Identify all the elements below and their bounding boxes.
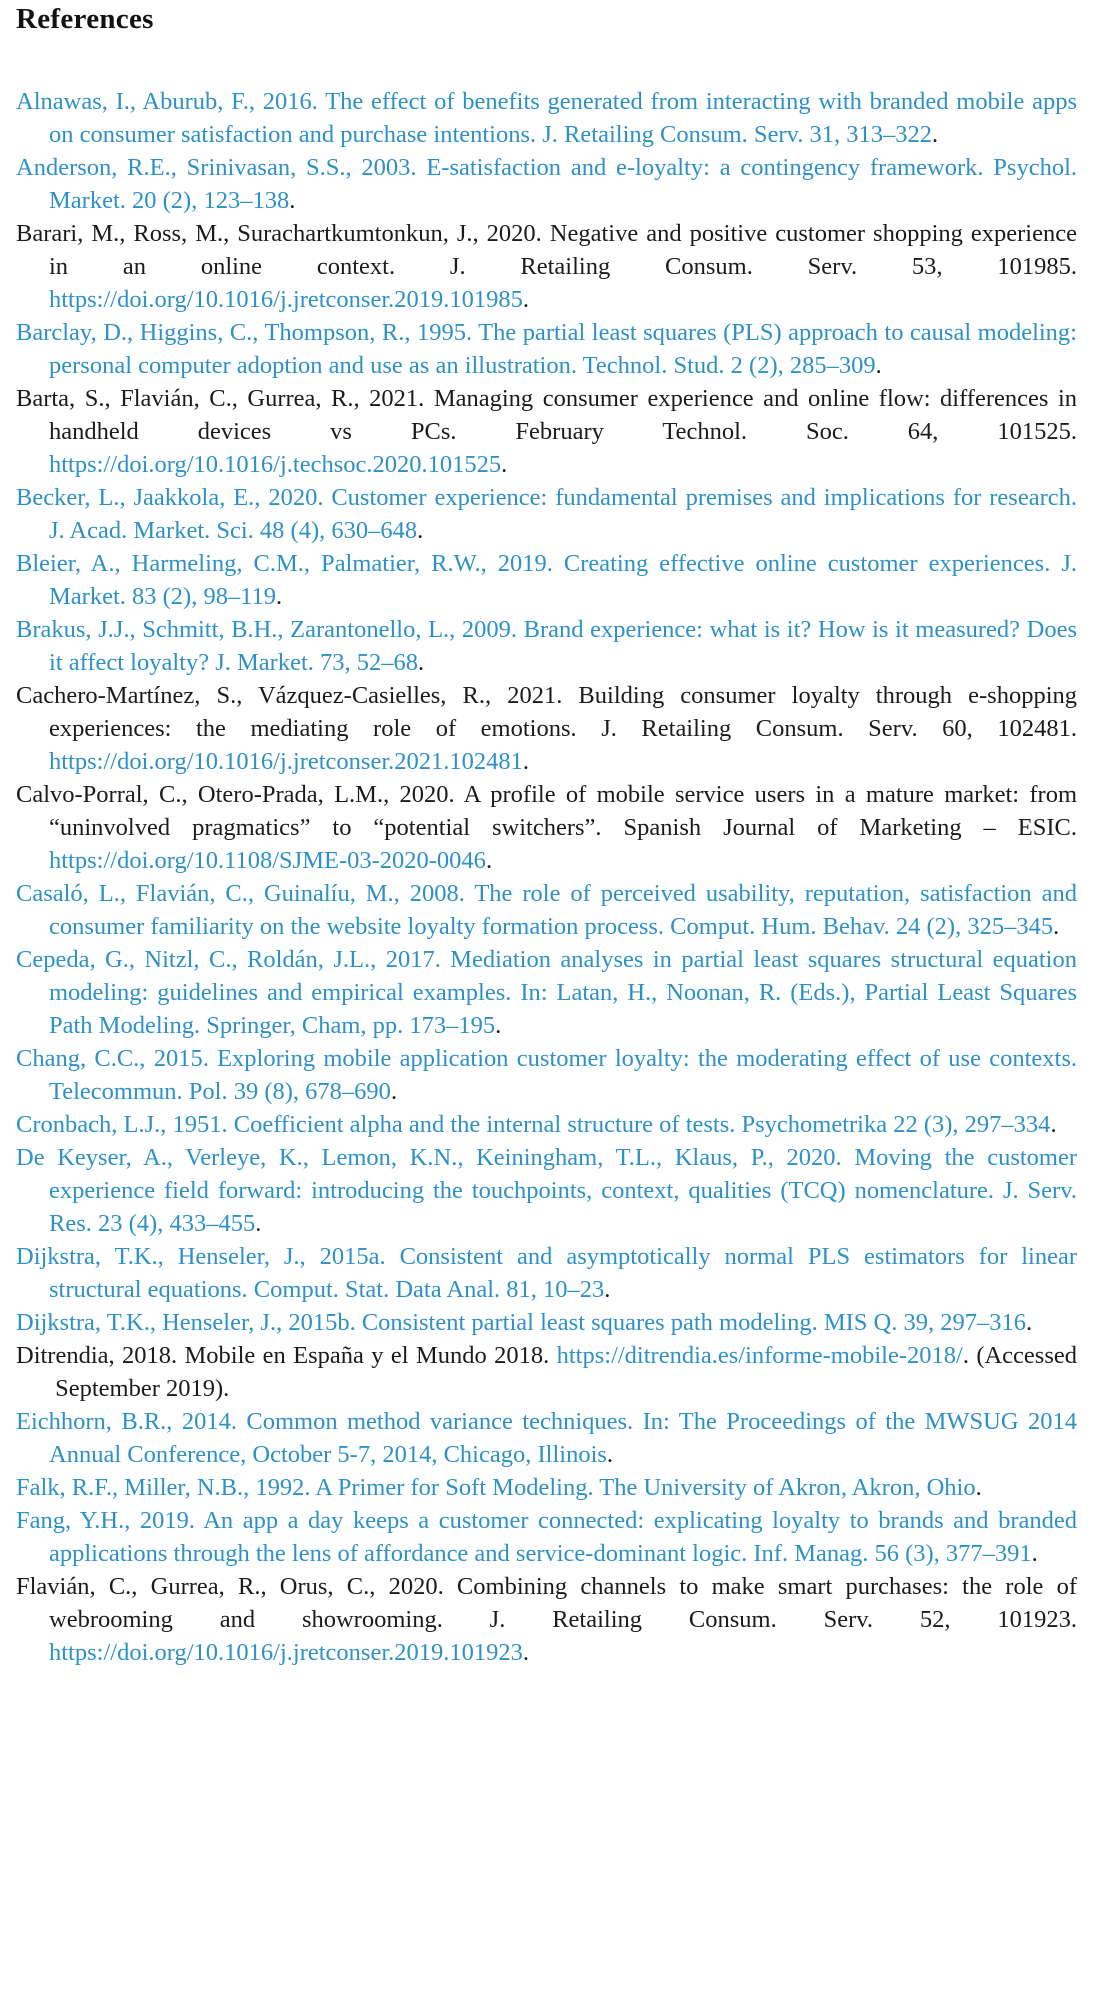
reference-citation-link[interactable]: Cepeda, G., Nitzl, C., Roldán, J.L., 2017. Mediation analyses in partial least squares structural equation modeling: guidelines and empirical examples. In: Latan, H., Noonan, R. (Eds.), Partial Least Squares Path Modeling. Springer, Cham, pp. 173–195 (16, 946, 1077, 1039)
reference-entry (16, 481, 1077, 547)
reference-entry (16, 943, 1077, 1042)
reference-citation-link[interactable]: Alnawas, I., Aburub, F., 2016. The effect of benefits generated from interacting with branded mobile apps on consumer satisfaction and purchase intentions. J. Retailing Consum. Serv. 31, 313–322 (16, 88, 1077, 148)
reference-text: . (485, 847, 493, 874)
reference-citation-link[interactable]: Chang, C.C., 2015. Exploring mobile application customer loyalty: the moderating effect of use contexts. Telecommun. Pol. 39 (8), 678–690 (16, 1045, 1077, 1105)
reference-url-link[interactable]: https://doi.org/10.1108/SJME-03-2020-0046 (49, 847, 486, 874)
reference-text: . (255, 1210, 262, 1237)
reference-citation-link[interactable]: Dijkstra, T.K., Henseler, J., 2015a. Consistent and asymptotically normal PLS estimators for linear structural equations. Comput. Stat. Data Anal. 81, 10–23 (16, 1243, 1077, 1303)
reference-text: Cachero-Martínez, S., Vázquez-Casielles, R., 2021. Building consumer loyalty through e-shopping experiences: the mediating role of emotions. J. Retailing Consum. Serv. 60, 102481. (16, 682, 1077, 742)
reference-citation-link[interactable]: De Keyser, A., Verleye, K., Lemon, K.N., Keiningham, T.L., Klaus, P., 2020. Moving the customer experience field forward: introducing the touchpoints, context, qualities (TCQ) nomenclature. J. Serv. Res. 23 (4), 433–455 (16, 1144, 1077, 1237)
reference-citation-link[interactable]: Fang, Y.H., 2019. An app a day keeps a customer connected: explicating loyalty to brands and branded applications through the lens of affordance and service-dominant logic. Inf. Manag. 56 (3), 377–391 (16, 1507, 1077, 1567)
reference-entry (16, 1141, 1077, 1240)
reference-text: . (Accessed September 2019). (49, 1342, 1077, 1402)
reference-text: . (1031, 1540, 1038, 1567)
reference-citation-link[interactable]: Eichhorn, B.R., 2014. Common method variance techniques. In: The Proceedings of the MWSUG 2014 Annual Conference, October 5-7, 2014, Chicago, Illinois (16, 1408, 1077, 1468)
reference-entry (16, 1042, 1077, 1108)
reference-entry (16, 1306, 1077, 1339)
reference-text: Flavián, C., Gurrea, R., Orus, C., 2020. Combining channels to make smart purchases: the role of webrooming and showrooming. J. Retailing Consum. Serv. 52, 101923. (16, 1573, 1077, 1633)
reference-url-link[interactable]: https://doi.org/10.1016/j.jretconser.2019.101985 (49, 286, 523, 313)
reference-text: . (289, 187, 296, 214)
reference-entry (16, 1471, 1077, 1504)
reference-citation-link[interactable]: Falk, R.F., Miller, N.B., 1992. A Primer for Soft Modeling. The University of Akron, Akron, Ohio (16, 1474, 976, 1501)
references-heading: References (16, 3, 154, 35)
reference-text: Calvo-Porral, C., Otero-Prada, L.M., 2020. A profile of mobile service users in a mature market: from “uninvolved pragmatics” to “potential switchers”. Spanish Journal of Marketing – ESIC. (16, 781, 1077, 841)
reference-url-link[interactable]: https://doi.org/10.1016/j.jretconser.2021.102481 (49, 748, 523, 775)
reference-text: . (522, 1639, 529, 1666)
reference-citation-link[interactable]: Brakus, J.J., Schmitt, B.H., Zarantonello, L., 2009. Brand experience: what is it? How is it measured? Does it affect loyalty? J. Market. 73, 52–68 (16, 616, 1077, 676)
reference-text: Barari, M., Ross, M., Surachartkumtonkun, J., 2020. Negative and positive customer shopping experience in an online context. J. Retailing Consum. Serv. 53, 101985. (16, 220, 1077, 280)
reference-citation-link[interactable]: Cronbach, L.J., 1951. Coefficient alpha and the internal structure of tests. Psychometrika 22 (3), 297–334 (16, 1111, 1051, 1138)
reference-text: . (522, 286, 529, 313)
reference-citation-link[interactable]: Bleier, A., Harmeling, C.M., Palmatier, R.W., 2019. Creating effective online customer experiences. J. Market. 83 (2), 98–119 (16, 550, 1077, 610)
reference-entry (16, 1240, 1077, 1306)
reference-text: . (495, 1012, 502, 1039)
reference-citation-link[interactable]: Dijkstra, T.K., Henseler, J., 2015b. Consistent partial least squares path modeling. MIS Q. 39, 297–316 (16, 1309, 1026, 1336)
reference-entry (16, 316, 1077, 382)
reference-entry (16, 547, 1077, 613)
reference-url-link[interactable]: https://ditrendia.es/informe-mobile-2018/ (556, 1342, 963, 1369)
reference-entry (16, 382, 1077, 481)
reference-text: . (1050, 1111, 1057, 1138)
reference-text: Barta, S., Flavián, C., Gurrea, R., 2021. Managing consumer experience and online flow: differences in handheld devices vs PCs. February Technol. Soc. 64, 101525. (16, 385, 1077, 445)
reference-citation-link[interactable]: Barclay, D., Higgins, C., Thompson, R., 1995. The partial least squares (PLS) approach to causal modeling: personal computer adoption and use as an illustration. Technol. Stud. 2 (2), 285–309 (16, 319, 1077, 379)
reference-text: . (276, 583, 283, 610)
reference-text: . (390, 1078, 398, 1105)
reference-list (16, 85, 1077, 1669)
reference-entry (16, 1108, 1077, 1141)
reference-entry (16, 217, 1077, 316)
reference-entry (16, 613, 1077, 679)
reference-text: . (1025, 1309, 1033, 1336)
reference-entry (16, 1405, 1077, 1471)
reference-url-link[interactable]: https://doi.org/10.1016/j.jretconser.2019.101923 (49, 1639, 523, 1666)
reference-text: . (522, 748, 529, 775)
reference-text: . (604, 1276, 611, 1303)
reference-citation-link[interactable]: Becker, L., Jaakkola, E., 2020. Customer experience: fundamental premises and implications for research. J. Acad. Market. Sci. 48 (4), 630–648 (16, 484, 1077, 544)
reference-entry (16, 877, 1077, 943)
reference-entry (16, 1504, 1077, 1570)
reference-text: . (1053, 913, 1060, 940)
reference-citation-link[interactable]: Anderson, R.E., Srinivasan, S.S., 2003. E-satisfaction and e-loyalty: a contingency framework. Psychol. Market. 20 (2), 123–138 (16, 154, 1077, 214)
reference-text: . (875, 352, 882, 379)
reference-entry (16, 151, 1077, 217)
reference-entry (16, 85, 1077, 151)
reference-text: . (418, 649, 425, 676)
reference-entry (16, 679, 1077, 778)
reference-text: . (975, 1474, 982, 1501)
reference-text: . (417, 517, 424, 544)
reference-url-link[interactable]: https://doi.org/10.1016/j.techsoc.2020.101525 (49, 451, 502, 478)
reference-text: . (606, 1441, 614, 1468)
reference-entry (16, 778, 1077, 877)
reference-text: . (501, 451, 508, 478)
reference-text: . (932, 121, 939, 148)
reference-entry (16, 1339, 1077, 1405)
reference-citation-link[interactable]: Casaló, L., Flavián, C., Guinalíu, M., 2008. The role of perceived usability, reputation, satisfaction and consumer familiarity on the website loyalty formation process. Comput. Hum. Behav. 24 (2), 325–345 (16, 880, 1077, 940)
reference-text: Ditrendia, 2018. Mobile en España y el Mundo 2018. (16, 1342, 557, 1369)
reference-entry (16, 1570, 1077, 1669)
